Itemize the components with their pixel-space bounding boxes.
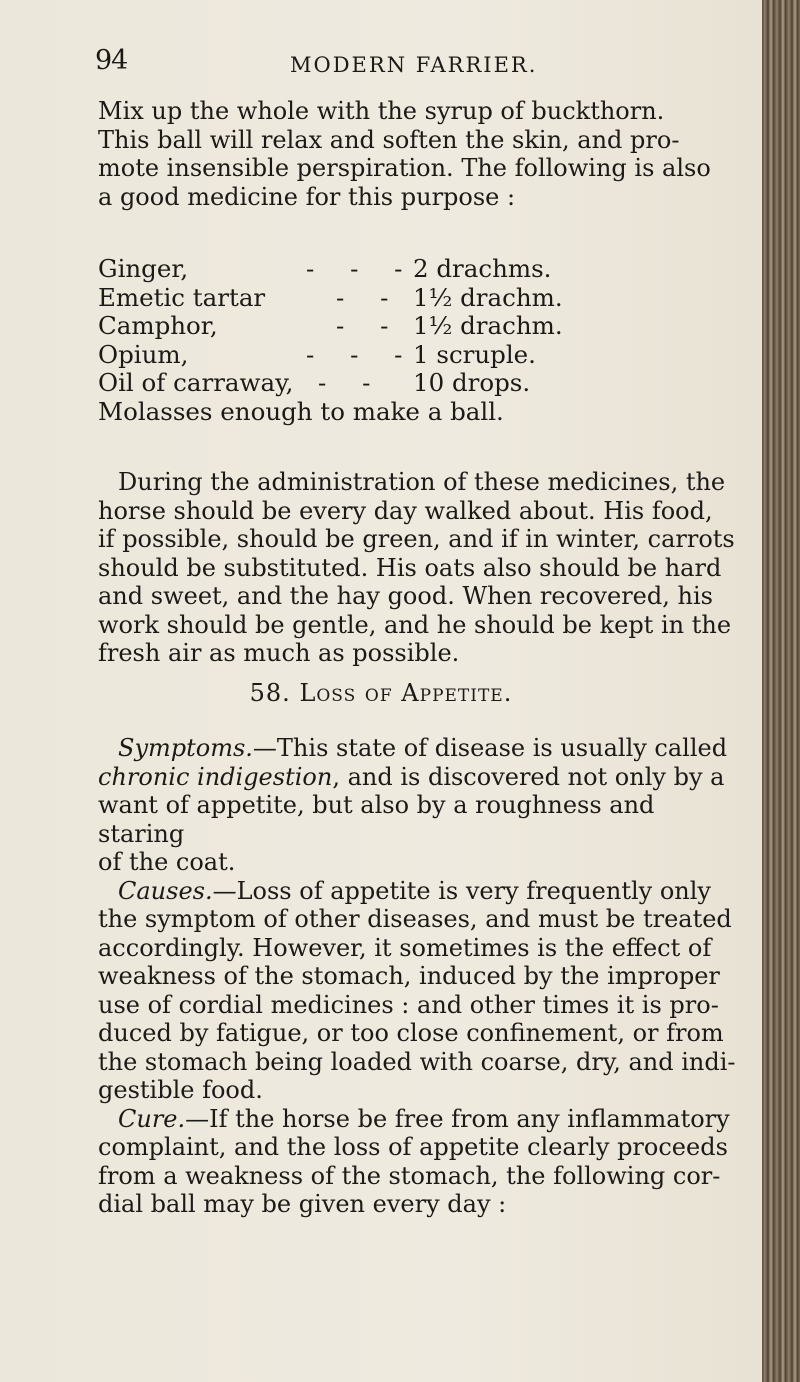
text-line: should be substituted. His oats also should be hard	[98, 553, 722, 582]
cure-paragraph	[98, 1105, 738, 1134]
text-fragment: —This state of disease is usually called	[252, 734, 728, 762]
ingredient-name: Ginger,	[98, 254, 189, 283]
ingredient-quantity: 1 scruple.	[413, 339, 536, 369]
recipe-item	[98, 312, 738, 341]
text-line: from a weakness of the stomach, the following cor-	[98, 1161, 721, 1190]
text-line: and sweet, and the hay good. When recovered, his	[98, 582, 713, 610]
text-line: fresh air as much as possible.	[98, 639, 460, 667]
recipe-item	[98, 284, 738, 313]
leader-dashes: - -	[336, 282, 403, 312]
text-line: of the coat.	[98, 848, 236, 876]
ingredient-name: Oil of carraway,	[98, 368, 294, 397]
ingredient-quantity: 10 drops.	[413, 368, 531, 397]
ingredient-quantity: 1½ drachm.	[413, 311, 563, 340]
text-fragment: , and is discovered not only by a	[332, 762, 725, 791]
text-line: dial ball may be given every day :	[98, 1190, 507, 1218]
ingredient-name: Opium,	[98, 339, 189, 369]
recipe-list	[98, 255, 738, 426]
causes-paragraph	[98, 877, 738, 906]
text-line: accordingly. However, it sometimes is the effect of	[98, 933, 712, 962]
text-line: if possible, should be green, and if in winter, carrots	[98, 525, 735, 553]
leader-dashes: - -	[336, 311, 403, 340]
section-title: Loss of Appetite.	[299, 679, 513, 707]
leader-dashes: - -	[318, 368, 385, 397]
loss-of-appetite-text	[98, 734, 738, 1219]
intro-paragraph	[98, 97, 738, 211]
text-fragment: —Loss of appetite is very frequently only	[212, 876, 711, 905]
text-line: This ball will relax and soften the skin, and pro-	[98, 125, 680, 154]
causes-label: Causes.	[118, 876, 213, 905]
text-line: weakness of the stomach, induced by the improper	[98, 962, 720, 990]
running-head: MODERN FARRIER.	[290, 53, 538, 77]
ingredient-name: Camphor,	[98, 311, 218, 340]
text-line	[98, 763, 738, 792]
book-spine-edge	[762, 0, 800, 1382]
text-line: the stomach being loaded with coarse, dry, and indi-	[98, 1047, 736, 1076]
page-header	[95, 45, 735, 85]
recipe-item	[98, 255, 738, 284]
text-line: complaint, and the loss of appetite clearly proceeds	[98, 1133, 728, 1161]
section-heading	[0, 679, 762, 707]
recipe-note: Molasses enough to make a ball.	[98, 396, 504, 426]
text-fragment: —If the horse be free from any inflammatory	[185, 1104, 730, 1133]
text-line: horse should be every day walked about. His food,	[98, 496, 713, 525]
symptoms-label: Symptoms.	[118, 734, 253, 762]
text-line: During the administration of these medicines, the	[118, 468, 726, 496]
text-line: work should be gentle, and he should be kept in the	[98, 610, 732, 639]
ingredient-name: Emetic tartar	[98, 282, 266, 312]
text-line: use of cordial medicines : and other times it is pro-	[98, 990, 719, 1019]
page-number: 94	[95, 45, 128, 76]
emphasis-term: chronic indigestion	[98, 762, 333, 791]
symptoms-paragraph	[98, 734, 738, 763]
text-line: duced by fatigue, or too close confinement, or from	[98, 1019, 724, 1047]
leader-dashes: - - -	[306, 254, 417, 283]
text-line: gestible food.	[98, 1076, 263, 1104]
ingredient-quantity: 2 drachms.	[413, 254, 552, 283]
text-line: want of appetite, but also by a roughness and staring	[98, 791, 655, 848]
recipe-item	[98, 341, 738, 370]
leader-dashes: - - -	[306, 339, 417, 369]
administration-paragraph	[98, 468, 738, 668]
text-line: Mix up the whole with the syrup of buckthorn.	[98, 97, 665, 125]
section-number: 58.	[249, 679, 291, 707]
recipe-item	[98, 369, 738, 398]
text-line: mote insensible perspiration. The following is also	[98, 154, 711, 182]
text-line: a good medicine for this purpose :	[98, 182, 516, 211]
text-line: the symptom of other diseases, and must be treated	[98, 905, 732, 933]
cure-label: Cure.	[118, 1104, 186, 1133]
ingredient-quantity: 1½ drachm.	[413, 282, 563, 312]
